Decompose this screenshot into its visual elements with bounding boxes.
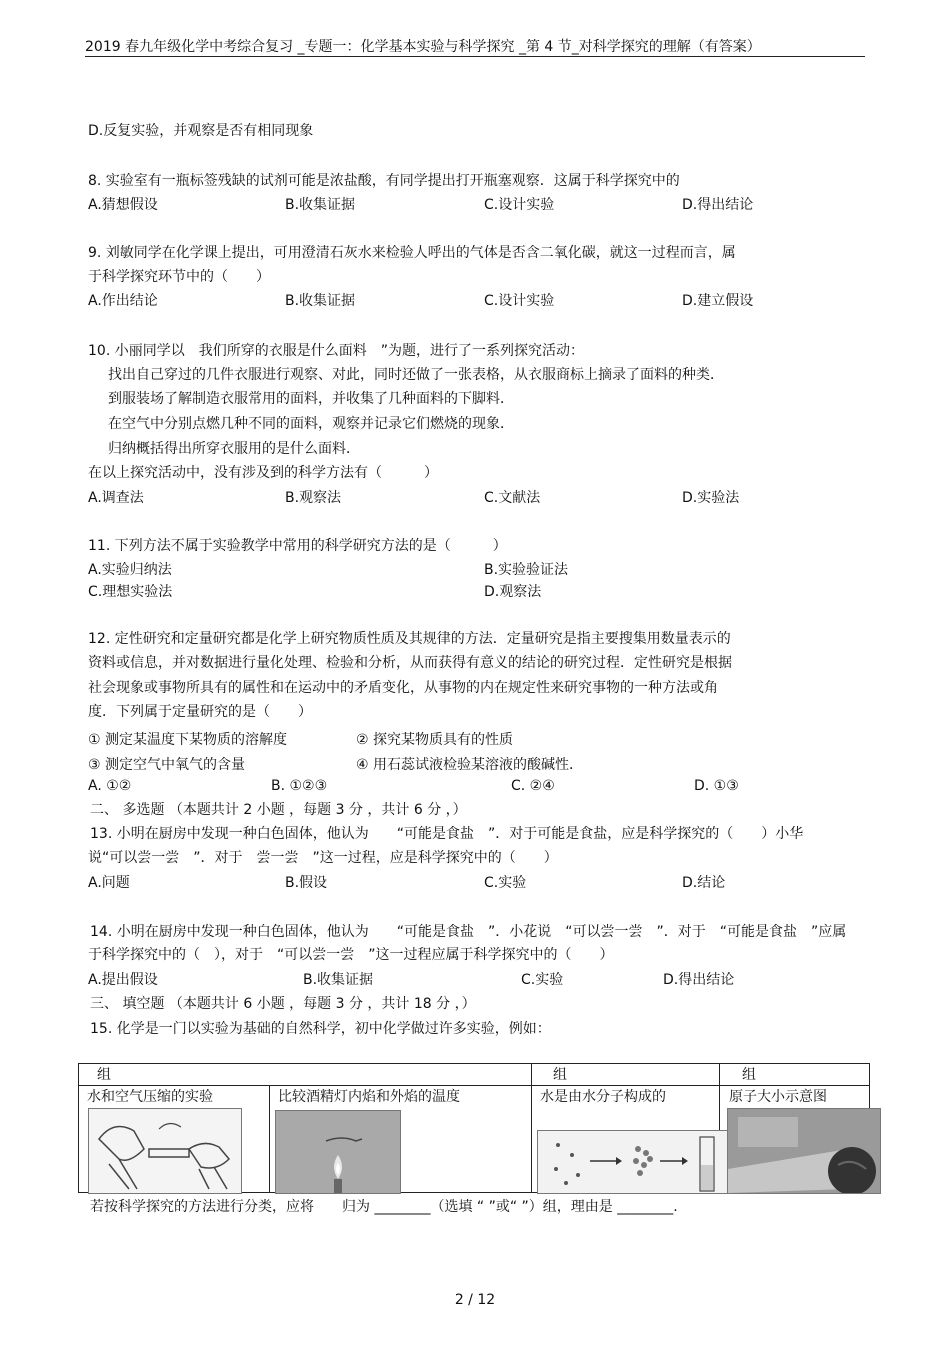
- q12-item-4: ④ 用石蕊试液检验某溶液的酸碱性．: [356, 757, 584, 773]
- q8-stem: 8. 实验室有一瓶标签残缺的试剂可能是浓盐酸，有同学提出打开瓶塞观察．这属于科学探究中的: [88, 173, 680, 189]
- table-header-line: [79, 1085, 869, 1086]
- table-group-label: 组: [742, 1067, 756, 1083]
- q11-stem: 11. 下列方法不属于实验教学中常用的科学研究方法的是（ ）: [88, 538, 507, 554]
- section-2-heading: 二、 多选题 （本题共计 2 小题 ，每题 3 分 ，共计 6 分 ，）: [90, 802, 467, 818]
- experiment-label: 水是由水分子构成的: [540, 1089, 666, 1105]
- q10-step-3: 在空气中分别点燃几种不同的面料，观察并记录它们燃烧的现象．: [108, 416, 514, 432]
- q10-option-a: A.调查法: [88, 490, 144, 506]
- q11-option-b: B.实验验证法: [484, 562, 569, 578]
- flame-temperature-image: [275, 1110, 401, 1194]
- q13-option-c: C.实验: [484, 875, 527, 891]
- q12-stem-3: 社会现象或事物所具有的属性和在运动中的矛盾变化，从事物的内在规定性来研究事物的一种方法或角: [88, 680, 718, 696]
- q12-option-a: A. ①②: [88, 778, 132, 794]
- q14-option-a: A.提出假设: [88, 972, 158, 988]
- q14-stem-2: 于科学探究中的（ ），对于 “可以尝一尝 ”这一过程应属于科学探究中的（ ）: [88, 947, 614, 963]
- q13-option-b: B.假设: [285, 875, 328, 891]
- q10-step-2: 到服装场了解制造衣服常用的面料，并收集了几种面料的下脚料．: [108, 391, 514, 407]
- experiment-label: 原子大小示意图: [729, 1089, 827, 1105]
- q8-option-d: D.得出结论: [682, 197, 754, 213]
- q13-option-d: D.结论: [682, 875, 726, 891]
- q8-option-a: A.猜想假设: [88, 197, 158, 213]
- table-group-label: 组: [553, 1067, 567, 1083]
- table-group-label: 组: [97, 1067, 111, 1083]
- q12-item-3: ③ 测定空气中氧气的含量: [88, 757, 246, 773]
- q11-option-d: D.观察法: [484, 584, 542, 600]
- q12-option-c: C. ②④: [511, 778, 555, 794]
- q9-option-a: A.作出结论: [88, 293, 158, 309]
- experiment-table: [78, 1063, 870, 1193]
- header-divider: [85, 56, 865, 57]
- table-divider: [531, 1064, 532, 1192]
- q9-option-c: C.设计实验: [484, 293, 555, 309]
- water-molecule-image: [537, 1130, 747, 1194]
- syringe-compression-image: [88, 1108, 242, 1194]
- q12-item-2: ② 探究某物质具有的性质: [356, 732, 514, 748]
- q10-option-d: D.实验法: [682, 490, 740, 506]
- q14-stem-1: 14. 小明在厨房中发现一种白色固体，他认为 “可能是食盐 ”．小花说 “可以尝一尝 ”．对于 “可能是食盐 ”应属: [90, 924, 847, 940]
- page-header: 2019 春九年级化学中考综合复习 _专题一：化学基本实验与科学探究 _第 4 节_对科学探究的理解（有答案）: [85, 39, 761, 55]
- q9-stem-2: 于科学探究环节中的（ ）: [88, 269, 270, 285]
- q15-stem: 15. 化学是一门以实验为基础的自然科学，初中化学做过许多实验，例如：: [90, 1021, 551, 1037]
- table-divider: [269, 1085, 270, 1192]
- q14-option-b: B.收集证据: [303, 972, 374, 988]
- page-number: 2 / 12: [454, 1292, 496, 1308]
- q10-step-4: 归纳概括得出所穿衣服用的是什么面料．: [108, 441, 360, 457]
- experiment-label: 水和空气压缩的实验: [87, 1089, 213, 1105]
- q14-option-c: C.实验: [521, 972, 564, 988]
- q13-stem-1: 13. 小明在厨房中发现一种白色固体，他认为 “可能是食盐 ”．对于可能是食盐，应是科学探究的（ ）小华: [90, 826, 804, 842]
- q12-stem-4: 度．下列属于定量研究的是（ ）: [88, 704, 312, 720]
- q8-option-b: B.收集证据: [285, 197, 356, 213]
- q14-option-d: D.得出结论: [663, 972, 735, 988]
- q12-stem-1: 12. 定性研究和定量研究都是化学上研究物质性质及其规律的方法．定量研究是指主要搜集用数量表示的: [88, 631, 731, 647]
- q12-option-d: D. ①③: [694, 778, 739, 794]
- q13-stem-2: 说“可以尝一尝 ”．对于 尝一尝 ”这一过程，应是科学探究中的（ ）: [88, 850, 558, 866]
- q9-option-b: B.收集证据: [285, 293, 356, 309]
- q7-option-d: D.反复实验，并观察是否有相同现象: [88, 123, 314, 139]
- q9-option-d: D.建立假设: [682, 293, 754, 309]
- q11-option-c: C.理想实验法: [88, 584, 173, 600]
- q11-option-a: A.实验归纳法: [88, 562, 172, 578]
- q12-item-1: ① 测定某温度下某物质的溶解度: [88, 732, 288, 748]
- section-3-heading: 三、 填空题 （本题共计 6 小题 ，每题 3 分 ，共计 18 分 ，）: [90, 996, 476, 1012]
- q10-option-b: B.观察法: [285, 490, 342, 506]
- q12-stem-2: 资料或信息，并对数据进行量化处理、检验和分析，从而获得有意义的结论的研究过程．定性研究是根据: [88, 655, 732, 671]
- q13-option-a: A.问题: [88, 875, 130, 891]
- atom-size-image: [727, 1108, 881, 1194]
- q10-option-c: C.文献法: [484, 490, 541, 506]
- q10-question: 在以上探究活动中，没有涉及到的科学方法有（ ）: [88, 465, 438, 481]
- q8-option-c: C.设计实验: [484, 197, 555, 213]
- q15-fill-blank: 若按科学探究的方法进行分类，应将 归为 ________（选填 “ ”或“ ”）组，理由是 ________.: [90, 1199, 678, 1215]
- q12-option-b: B. ①②③: [271, 778, 328, 794]
- experiment-label: 比较酒精灯内焰和外焰的温度: [278, 1089, 460, 1105]
- q10-step-1: 找出自己穿过的几件衣服进行观察、对此，同时还做了一张表格，从衣服商标上摘录了面料的种类．: [108, 367, 724, 383]
- q9-stem-1: 9. 刘敏同学在化学课上提出，可用澄清石灰水来检验人呼出的气体是否含二氧化碳，就这一过程而言，属: [88, 245, 736, 261]
- q10-stem: 10. 小丽同学以 我们所穿的衣服是什么面料 ”为题，进行了一系列探究活动：: [88, 343, 584, 359]
